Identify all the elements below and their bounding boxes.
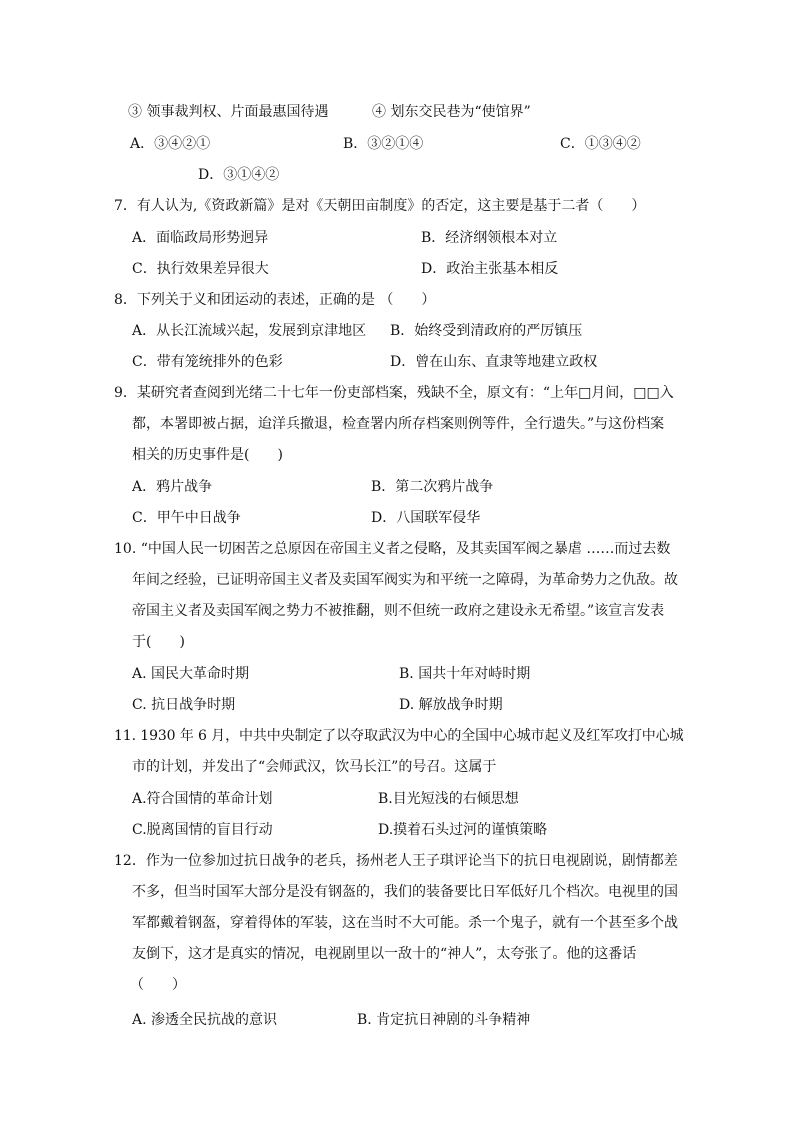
choice-a: A．从长江流域兴起，发展到京津地区 xyxy=(132,323,367,339)
choice-b: B．经济纲领根本对立 xyxy=(421,230,558,246)
question-stem-line: 友倒下，这才是真实的情况，电视剧里以一敌十的“神人”，太夸张了。他的这番话 xyxy=(132,946,637,962)
question-stem-line: 10. “中国人民一切困苦之总原因在帝国主义者之侵略，及其卖国军阀之暴虐 ……而过去数 xyxy=(114,541,671,557)
choice-b: B．③②①④ xyxy=(343,136,424,152)
choice-d: D.摸着石头过河的谨慎策略 xyxy=(378,822,548,838)
choice-b: B. 国共十年对峙时期 xyxy=(399,666,531,682)
choice-a: A.符合国情的革命计划 xyxy=(132,791,273,807)
question-stem-line: 军都戴着钢盔，穿着得体的军装，这在当时不大可能。杀一个鬼子，就有一个甚至多个战 xyxy=(132,915,678,931)
option-item-3: ③ 领事裁判权、片面最惠国待遇 xyxy=(128,104,329,120)
question-stem: 8．下列关于义和团运动的表述，正确的是 （ ） xyxy=(114,292,436,308)
question-stem-line: 于( ) xyxy=(132,634,185,650)
question-stem-line: 不多，但当时国军大部分是没有钢盔的，我们的装备要比日军低好几个档次。电视里的国 xyxy=(132,884,678,900)
choice-d: D．政治主张基本相反 xyxy=(421,261,559,277)
question-stem-line: 帝国主义者及卖国军阀之势力不被推翻，则不但统一政府之建设永无希望。”该宣言发表 xyxy=(132,603,665,619)
question-stem-line: 11. 1930 年 6 月，中共中央制定了以夺取武汉为中心的全国中心城市起义及红军攻打中心城 xyxy=(114,728,684,744)
choice-c: C.脱离国情的盲目行动 xyxy=(132,822,273,838)
choice-a: A．③④②① xyxy=(130,136,211,152)
choice-d: D．八国联军侵华 xyxy=(371,510,481,526)
choice-a: A．鸦片战争 xyxy=(132,479,213,495)
option-item-4: ④ 划东交民巷为“使馆界” xyxy=(372,104,531,120)
question-stem-line: 相关的历史事件是( ) xyxy=(132,447,283,463)
choice-c: C．①③④② xyxy=(560,136,641,152)
choice-b: B. 肯定抗日神剧的斗争精神 xyxy=(357,1012,531,1028)
question-stem: 7．有人认为,《资政新篇》是对《天朝田亩制度》的否定，这主要是基于二者（ ） xyxy=(114,198,646,214)
choice-c: C．执行效果差异很大 xyxy=(132,261,269,277)
choice-c: C．甲午中日战争 xyxy=(132,510,241,526)
choice-d: D．③①④② xyxy=(198,167,280,183)
choice-c: C．带有笼统排外的色彩 xyxy=(132,354,283,370)
choice-d: D．曾在山东、直隶等地建立政权 xyxy=(390,354,598,370)
choice-c: C. 抗日战争时期 xyxy=(132,697,236,713)
question-stem-line: 年间之经验，已证明帝国主义者及卖国军阀实为和平统一之障碍，为革命势力之仇敌。故 xyxy=(132,572,678,588)
choice-b: B．始终受到清政府的严厉镇压 xyxy=(390,323,583,339)
question-stem-line: 都，本署即被占据，迨洋兵撤退，检查署内所存档案则例等件，全行遗失。”与这份档案 xyxy=(132,416,665,432)
choice-b: B.目光短浅的右倾思想 xyxy=(378,791,519,807)
choice-b: B．第二次鸦片战争 xyxy=(371,479,494,495)
choice-a: A. 国民大革命时期 xyxy=(132,666,250,682)
question-stem-line: （ ） xyxy=(130,977,186,993)
question-stem-line: 9．某研究者查阅到光绪二十七年一份吏部档案，残缺不全，原文有：“上年□月间，□□入 xyxy=(114,385,674,401)
question-stem-line: 12．作为一位参加过抗日战争的老兵，扬州老人王子琪评论当下的抗日电视剧说，剧情都差 xyxy=(114,853,678,869)
choice-d: D. 解放战争时期 xyxy=(399,697,503,713)
question-stem-line: 市的计划，并发出了“会师武汉，饮马长江”的号召。这属于 xyxy=(132,759,497,775)
choice-a: A．面临政局形势迥异 xyxy=(132,230,269,246)
choice-a: A. 渗透全民抗战的意识 xyxy=(132,1012,278,1028)
